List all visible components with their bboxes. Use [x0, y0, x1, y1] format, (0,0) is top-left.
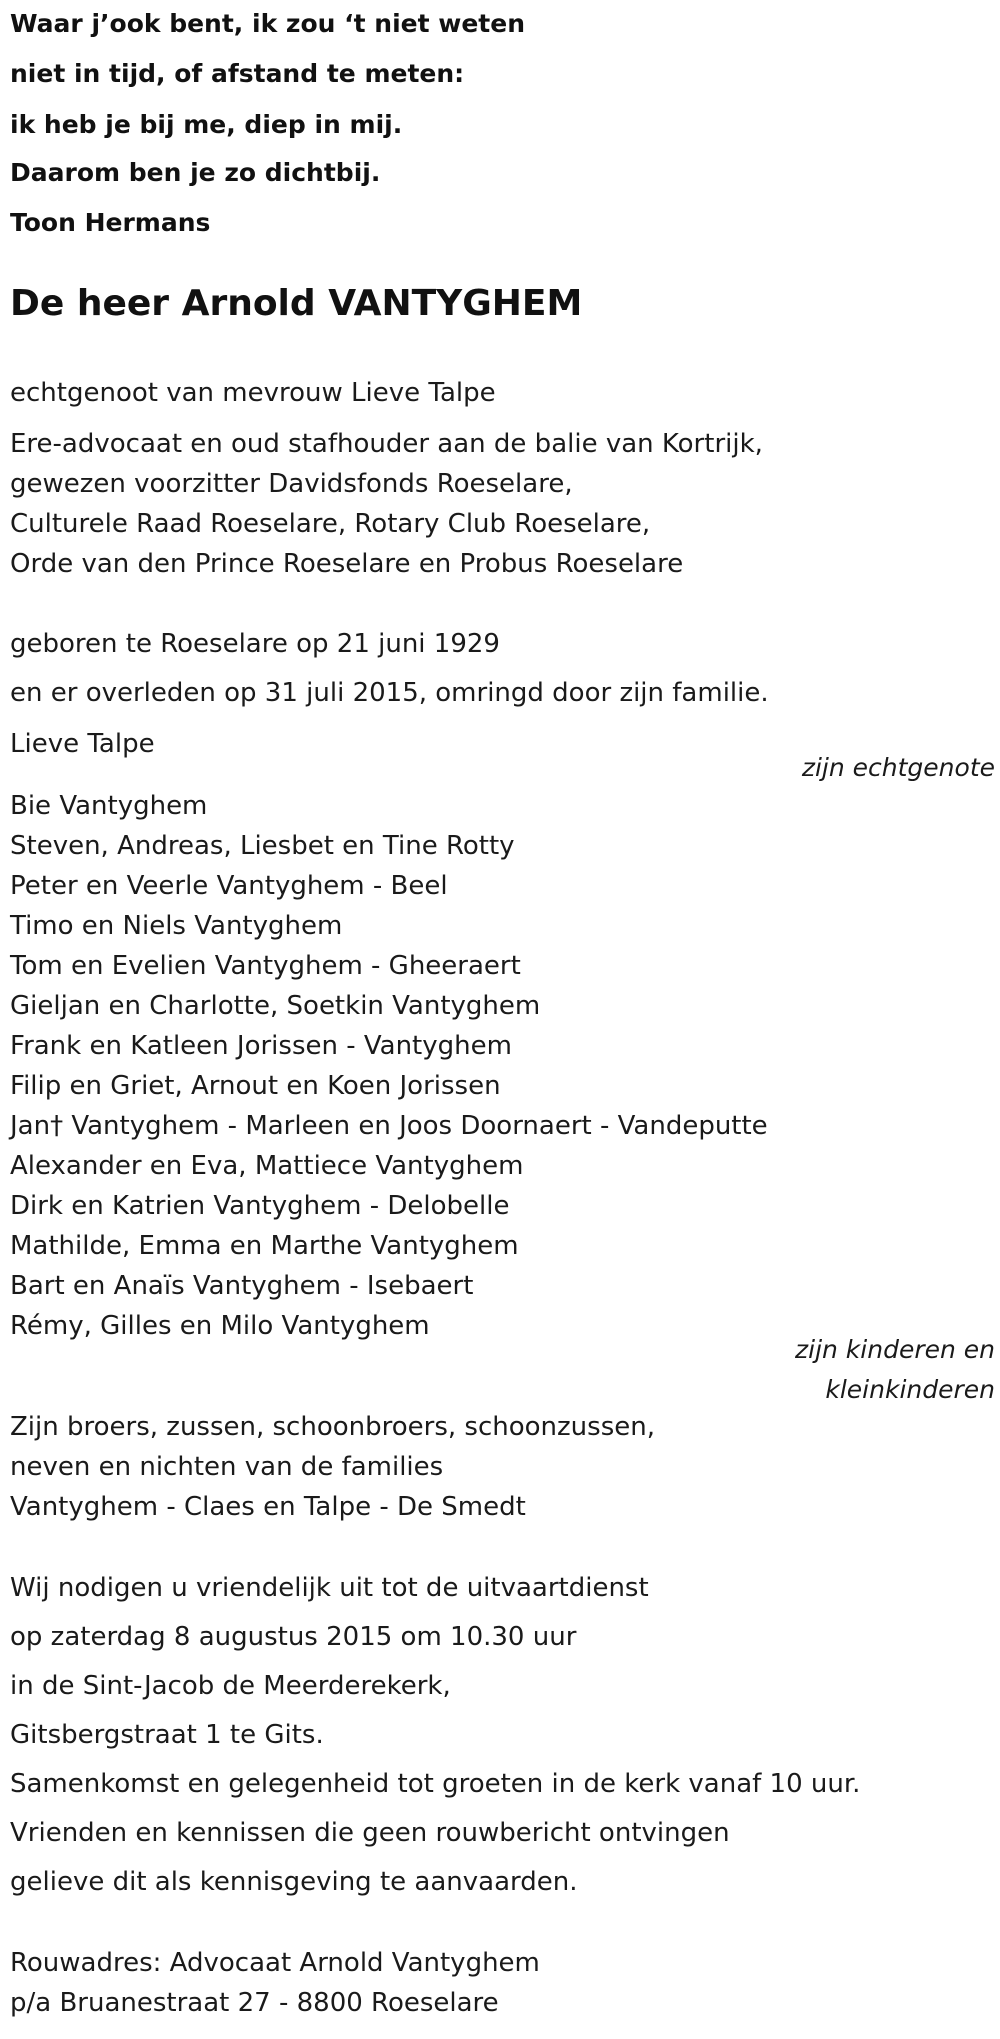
family-line: neven en nichten van de families: [10, 1452, 444, 1482]
list-item: Frank en Katleen Jorissen - Vantyghem: [10, 1031, 512, 1061]
list-item: Dirk en Katrien Vantyghem - Delobelle: [10, 1191, 510, 1221]
address-line: Rouwadres: Advocaat Arnold Vantyghem: [10, 1948, 540, 1978]
invitation-line: Vrienden en kennissen die geen rouwbericht ontvingen: [10, 1818, 730, 1848]
title-line: Ere-advocaat en oud stafhouder aan de balie van Kortrijk,: [10, 429, 763, 459]
invitation-line: Samenkomst en gelegenheid tot groeten in de kerk vanaf 10 uur.: [10, 1769, 861, 1799]
spouse-role: zijn echtgenote: [801, 753, 995, 782]
spouse-name: Lieve Talpe: [10, 729, 155, 759]
poem-line: Daarom ben je zo dichtbij.: [10, 158, 381, 187]
list-item: Bart en Anaïs Vantyghem - Isebaert: [10, 1271, 474, 1301]
list-item: Peter en Veerle Vantyghem - Beel: [10, 871, 448, 901]
list-item: Tom en Evelien Vantyghem - Gheeraert: [10, 951, 521, 981]
invitation-line: op zaterdag 8 augustus 2015 om 10.30 uur: [10, 1622, 577, 1652]
birth-line: geboren te Roeselare op 21 juni 1929: [10, 629, 500, 659]
title-line: gewezen voorzitter Davidsfonds Roeselare,: [10, 469, 573, 499]
list-item: Bie Vantyghem: [10, 791, 208, 821]
children-role: kleinkinderen: [825, 1375, 995, 1404]
spouse-line: echtgenoot van mevrouw Lieve Talpe: [10, 378, 496, 408]
invitation-line: in de Sint-Jacob de Meerderekerk,: [10, 1671, 451, 1701]
title-line: Orde van den Prince Roeselare en Probus Roeselare: [10, 549, 684, 579]
poem-line: ik heb je bij me, diep in mij.: [10, 110, 403, 139]
invitation-line: Wij nodigen u vriendelijk uit tot de uitvaartdienst: [10, 1573, 649, 1603]
poem-line: niet in tijd, of afstand te meten:: [10, 59, 465, 88]
children-role: zijn kinderen en: [795, 1335, 995, 1364]
list-item: Timo en Niels Vantyghem: [10, 911, 343, 941]
list-item: Alexander en Eva, Mattiece Vantyghem: [10, 1151, 524, 1181]
invitation-line: gelieve dit als kennisgeving te aanvaarden.: [10, 1867, 578, 1897]
death-line: en er overleden op 31 juli 2015, omringd door zijn familie.: [10, 678, 769, 708]
list-item: Rémy, Gilles en Milo Vantyghem: [10, 1311, 430, 1341]
deceased-name: De heer Arnold VANTYGHEM: [10, 283, 583, 324]
address-line: p/a Bruanestraat 27 - 8800 Roeselare: [10, 1988, 499, 2018]
invitation-line: Gitsbergstraat 1 te Gits.: [10, 1720, 324, 1750]
family-line: Vantyghem - Claes en Talpe - De Smedt: [10, 1492, 526, 1522]
list-item: Filip en Griet, Arnout en Koen Jorissen: [10, 1071, 501, 1101]
list-item: Jan† Vantyghem - Marleen en Joos Doornaert - Vandeputte: [10, 1111, 768, 1141]
poem-line: Waar j’ook bent, ik zou ‘t niet weten: [10, 9, 526, 38]
list-item: Gieljan en Charlotte, Soetkin Vantyghem: [10, 991, 541, 1021]
title-line: Culturele Raad Roeselare, Rotary Club Roeselare,: [10, 509, 651, 539]
list-item: Steven, Andreas, Liesbet en Tine Rotty: [10, 831, 515, 861]
poem-author: Toon Hermans: [10, 208, 211, 237]
family-line: Zijn broers, zussen, schoonbroers, schoonzussen,: [10, 1412, 655, 1442]
list-item: Mathilde, Emma en Marthe Vantyghem: [10, 1231, 519, 1261]
